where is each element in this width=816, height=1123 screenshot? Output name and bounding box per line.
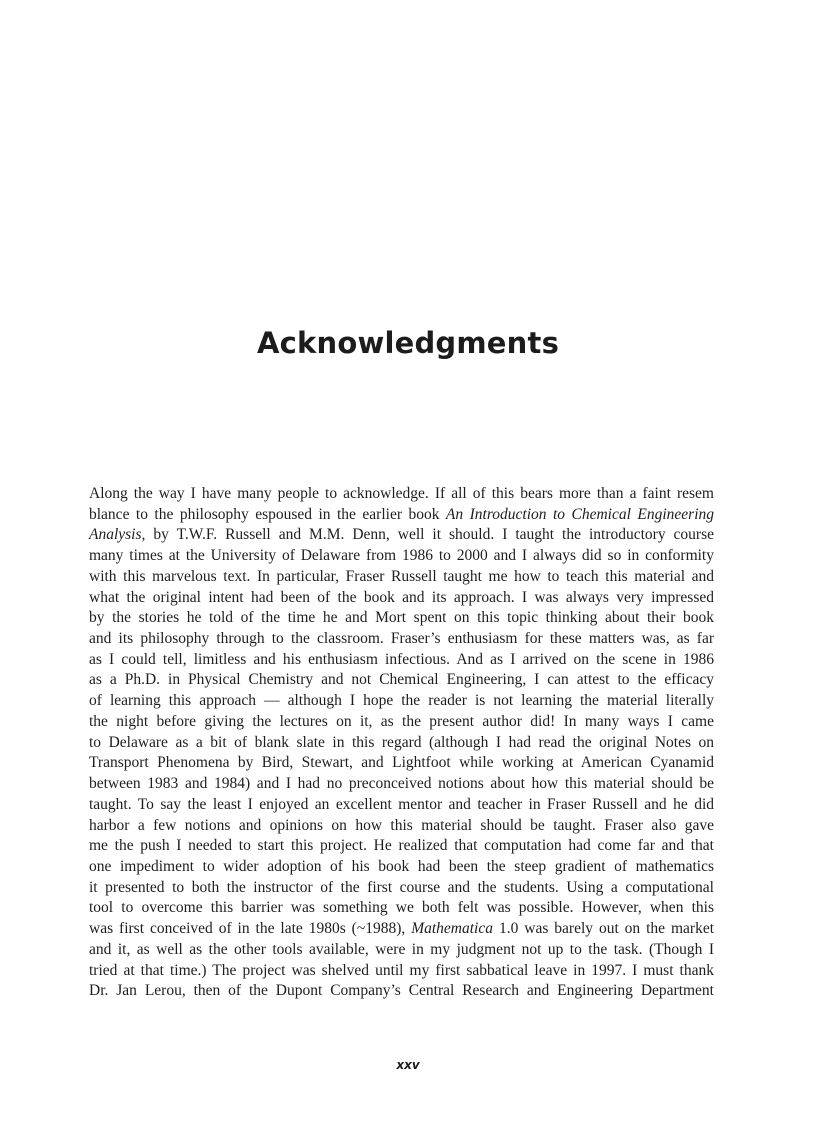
text-line-content: Dr. Jan Lerou, then of the Dupont Company’s Central Research and Engineering Department	[89, 982, 714, 1000]
text-line-content: to Delaware as a bit of blank slate in this regard (although I had read the original Notes on	[89, 733, 714, 751]
text-line	[89, 733, 714, 754]
text-line-content: taught. To say the least I enjoyed an excellent mentor and teacher in Fraser Russell and he did	[89, 795, 714, 813]
text-line	[89, 712, 714, 733]
text-line-content: of learning this approach — although I hope the reader is not learning the material literally	[89, 692, 714, 710]
page-number: xxv	[396, 1058, 420, 1072]
text-line	[89, 940, 714, 961]
text-line-content: 1.0 was barely out on the market	[498, 920, 715, 938]
text-line-content: was first conceived of in the late 1980s (~1988),	[89, 920, 406, 938]
text-line-content: and it, as well as the other tools available, were in my judgment not up to the task. (Though I	[89, 940, 714, 958]
book-title-italic: Analysis,	[89, 526, 146, 544]
text-line	[89, 546, 714, 567]
text-line-content: tried at that time.) The project was shelved until my first sabbatical leave in 1997. I must thank	[89, 961, 714, 979]
text-line	[89, 919, 714, 940]
text-line	[89, 981, 714, 1002]
text-line-content: Transport Phenomena by Bird, Stewart, and Lightfoot while working at American Cyanamid	[89, 754, 714, 772]
text-line	[89, 774, 714, 795]
text-line	[89, 608, 714, 629]
text-line-content: many times at the University of Delaware from 1986 to 2000 and I always did so in conformity	[89, 547, 714, 565]
text-line-content: Along the way I have many people to acknowledge. If all of this bears more than a faint resem	[89, 485, 714, 502]
text-line-content: as I could tell, limitless and his enthusiasm infectious. And as I arrived on the scene in 1986	[89, 650, 714, 668]
text-line	[89, 816, 714, 837]
text-line	[89, 898, 714, 919]
text-line-content: as a Ph.D. in Physical Chemistry and not Chemical Engineering, I can attest to the efficacy	[89, 671, 714, 689]
text-line	[89, 836, 714, 857]
text-line	[89, 588, 714, 609]
text-line	[89, 650, 714, 671]
text-line-content: by T.W.F. Russell and M.M. Denn, well it should. I taught the introductory course	[153, 526, 715, 544]
text-line	[89, 525, 714, 546]
acknowledgments-body	[89, 484, 714, 1002]
text-line	[89, 629, 714, 650]
text-line-content: what the original intent had been of the book and its approach. I was always very impressed	[89, 588, 714, 606]
text-line-content: it presented to both the instructor of the first course and the students. Using a computational	[89, 878, 714, 896]
book-title-italic: An Introduction to Chemical Engineering	[445, 505, 715, 523]
text-line	[89, 795, 714, 816]
text-line-content: the night before giving the lectures on it, as the present author did! In many ways I came	[89, 712, 714, 730]
text-line	[89, 670, 714, 691]
text-line-content: and its philosophy through to the classroom. Fraser’s enthusiasm for these matters was, as far	[89, 630, 714, 648]
text-line	[89, 878, 714, 899]
text-line-content: me the push I needed to start this project. He realized that computation had come far and that	[89, 837, 714, 855]
page-title: Acknowledgments	[256, 326, 560, 360]
text-line-content: by the stories he told of the time he and Mort spent on this topic thinking about their book	[89, 609, 714, 627]
text-line	[89, 691, 714, 712]
text-line-content: blance to the philosophy espoused in the earlier book	[89, 505, 440, 523]
text-line-content: with this marvelous text. In particular, Fraser Russell taught me how to teach this material and	[89, 567, 714, 585]
software-name-italic: Mathematica	[411, 920, 493, 938]
text-line-content: harbor a few notions and opinions on how this material should be taught. Fraser also gave	[89, 816, 714, 834]
text-line-content: one impediment to wider adoption of his book had been the steep gradient of mathematics	[89, 857, 714, 875]
text-line	[89, 753, 714, 774]
text-line	[89, 484, 714, 505]
text-line	[89, 505, 714, 526]
text-line-content: between 1983 and 1984) and I had no preconceived notions about how this material should be	[89, 775, 714, 793]
text-line	[89, 857, 714, 878]
text-line	[89, 567, 714, 588]
text-line	[89, 961, 714, 982]
text-line-content: tool to overcome this barrier was something we both felt was possible. However, when this	[89, 899, 714, 917]
